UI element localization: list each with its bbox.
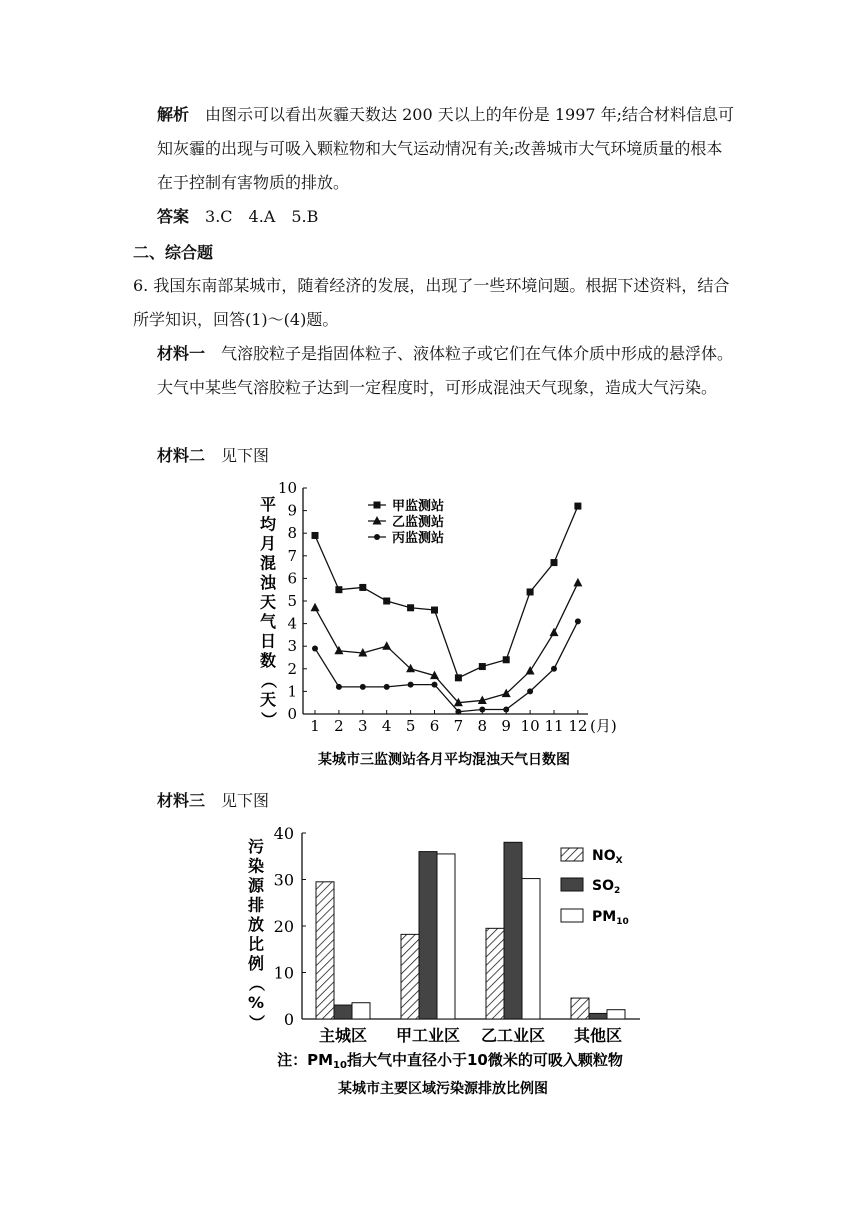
series-line-1	[315, 506, 578, 678]
material1-text: 气溶胶粒子是指固体粒子、液体粒子或它们在气体介质中形成的悬浮体。大气中某些气溶胶粒子达到一定程度时，可形成混浊天气现象，造成大气污染。	[157, 344, 734, 397]
point-triangle	[334, 646, 343, 655]
bar-legend-swatch	[561, 878, 583, 891]
point-circle	[336, 684, 342, 690]
point-circle	[527, 688, 533, 694]
x-tick-label: 7	[453, 717, 464, 735]
bar-legend-label: $SO_2$	[592, 878, 621, 896]
analysis-label: 解析	[157, 105, 190, 124]
y-axis-label-char: （	[259, 672, 278, 689]
y-tick-label: 2	[287, 659, 297, 678]
y-axis-label-char: 天	[259, 592, 277, 612]
point-square	[359, 584, 366, 591]
y-axis-label-char: 月	[259, 534, 277, 553]
point-circle	[503, 706, 509, 712]
point-triangle	[526, 666, 535, 675]
point-triangle	[358, 648, 367, 657]
y-axis-label-char: ）	[259, 711, 278, 728]
bar-category-label: 甲工业区	[395, 1026, 461, 1045]
x-tick-label: 5	[405, 717, 416, 735]
point-square	[479, 663, 486, 670]
line-chart-title: 某城市三监测站各月平均混浊天气日数图	[318, 752, 570, 768]
point-circle	[312, 645, 318, 651]
y-tick-label: 8	[287, 524, 297, 543]
legend-marker-circle	[374, 534, 380, 540]
point-triangle	[573, 578, 582, 587]
material2-text: 见下图	[221, 446, 270, 465]
question-6	[133, 269, 739, 337]
bar-pm10	[437, 854, 455, 1019]
point-square	[407, 604, 414, 611]
material1-label: 材料一	[157, 344, 206, 363]
question-number: 6.	[133, 276, 149, 295]
point-square	[383, 598, 390, 605]
x-tick-label: 3	[358, 717, 368, 735]
y-tick-label: 10	[277, 479, 297, 497]
series-line-3	[315, 621, 578, 711]
point-circle	[384, 684, 390, 690]
y-axis-label-char: 平	[259, 495, 277, 514]
legend-marker-square	[374, 502, 381, 509]
point-circle	[360, 684, 366, 690]
y-axis-label-char: 天	[259, 690, 277, 709]
bar-category-label: 主城区	[318, 1026, 368, 1045]
bar-category-label: 其他区	[573, 1026, 623, 1045]
bar-y-axis-label-char: 污	[247, 837, 265, 856]
point-triangle	[430, 671, 439, 680]
bar-so2	[419, 852, 437, 1019]
point-square	[335, 586, 342, 593]
point-triangle	[502, 689, 511, 698]
material3-line	[157, 788, 269, 811]
material2-line	[157, 443, 269, 466]
point-circle	[432, 682, 438, 688]
bar-pm10	[352, 1003, 370, 1019]
series-line-2	[315, 583, 578, 703]
point-circle	[551, 666, 557, 672]
point-square	[312, 532, 319, 539]
point-triangle	[550, 628, 559, 637]
analysis-paragraph	[157, 98, 737, 200]
bar-legend-label: $NO_X$	[592, 848, 623, 866]
bar-y-axis-label-char: 排	[247, 895, 265, 915]
point-circle	[479, 706, 485, 712]
bar-so2	[589, 1013, 607, 1019]
section-heading: 二、综合题	[133, 243, 214, 262]
point-triangle	[382, 641, 391, 650]
bar-y-axis-label-char: 放	[247, 915, 265, 934]
y-tick-label: 3	[287, 637, 297, 656]
point-circle	[408, 682, 414, 688]
bar-chart-note: 注：$PM_{10}$指大气中直径小于10微米的可吸入颗粒物	[277, 1051, 623, 1071]
x-tick-label: 12	[568, 717, 588, 735]
point-square	[431, 607, 438, 614]
bar-y-axis-label-char: 例	[247, 954, 265, 973]
x-tick-label: 8	[477, 717, 488, 735]
x-tick-label: 10	[520, 717, 540, 735]
material1-paragraph	[157, 337, 737, 405]
x-tick-label: 2	[334, 717, 344, 735]
x-tick-label: 1	[310, 717, 320, 735]
bar-y-axis-label-char: 比	[247, 934, 265, 954]
y-axis-label-char: 均	[259, 514, 277, 534]
point-circle	[575, 618, 581, 624]
bar-so2	[334, 1005, 352, 1019]
y-tick-label: 7	[287, 546, 297, 565]
analysis-text: 由图示可以看出灰霾天数达 200 天以上的年份是 1997 年;结合材料信息可知灰霾的出现与可吸入颗粒物和大气运动情况有关;改善城市大气环境质量的根本在于控制有害物质的排放。	[157, 105, 735, 192]
material3-label: 材料三	[157, 791, 206, 810]
bar-y-tick-label: 10	[273, 963, 294, 983]
bar-so2	[504, 842, 522, 1019]
answer-label: 答案	[157, 207, 190, 226]
bar-y-axis-label-char: %	[247, 993, 265, 1012]
bar-nox	[571, 998, 589, 1019]
bar-y-tick-label: 20	[273, 917, 294, 936]
y-tick-label: 1	[287, 682, 297, 701]
bar-y-tick-label: 30	[273, 870, 294, 890]
legend-marker-triangle	[373, 516, 382, 525]
legend-label: 乙监测站	[392, 515, 445, 530]
point-square	[551, 559, 558, 566]
point-triangle	[311, 603, 320, 612]
y-tick-label: 6	[287, 569, 297, 588]
bar-nox	[316, 882, 334, 1019]
y-axis-label-char: 数	[259, 651, 277, 670]
point-triangle	[454, 698, 463, 707]
y-tick-label: 5	[287, 592, 297, 610]
bar-legend-swatch	[561, 909, 583, 922]
bar-category-label: 乙工业区	[480, 1026, 546, 1045]
point-square	[455, 674, 462, 681]
point-triangle	[478, 695, 487, 704]
bar-pm10	[522, 879, 540, 1019]
y-axis-label-char: 日	[259, 631, 277, 651]
material2-label: 材料二	[157, 446, 206, 465]
y-tick-label: 0	[287, 705, 297, 723]
bar-y-axis-label-char: 染	[247, 856, 265, 876]
bar-legend-label: $PM_{10}$	[592, 909, 629, 927]
bar-y-tick-label: 0	[283, 1010, 294, 1029]
legend-label: 甲监测站	[392, 499, 445, 514]
bar-pm10	[607, 1010, 625, 1019]
x-axis-label: (月)	[590, 717, 617, 735]
x-tick-label: 11	[544, 717, 564, 735]
x-tick-label: 6	[429, 717, 440, 735]
bar-y-axis-label-char: 源	[247, 876, 265, 895]
bar-legend-swatch	[561, 848, 583, 861]
answer-text: 3.C 4.A 5.B	[205, 207, 319, 226]
bar-y-tick-label: 40	[273, 824, 294, 843]
y-axis-label-char: 浊	[259, 573, 277, 592]
question-text: 我国东南部某城市，随着经济的发展，出现了一些环境问题。根据下述资料，结合所学知识，回答(1)～(4)题。	[133, 276, 730, 329]
bar-y-axis-label-char: ）	[247, 1014, 266, 1031]
bar-nox	[486, 928, 504, 1019]
point-circle	[455, 709, 461, 715]
point-square	[503, 656, 510, 663]
answer-paragraph	[157, 200, 737, 234]
bar-chart-title: 某城市主要区域污染源排放比例图	[338, 1081, 548, 1097]
y-tick-label: 9	[287, 501, 297, 520]
x-tick-label: 9	[501, 717, 511, 735]
point-square	[574, 503, 581, 510]
point-square	[527, 588, 534, 595]
material3-text: 见下图	[221, 791, 270, 810]
y-tick-label: 4	[287, 614, 297, 633]
bar-y-axis-label-char: （	[247, 975, 266, 992]
legend-label: 丙监测站	[392, 531, 445, 546]
y-axis-label-char: 混	[259, 553, 277, 573]
bar-nox	[401, 934, 419, 1019]
y-axis-label-char: 气	[259, 612, 277, 631]
point-triangle	[406, 664, 415, 673]
x-tick-label: 4	[381, 717, 392, 735]
